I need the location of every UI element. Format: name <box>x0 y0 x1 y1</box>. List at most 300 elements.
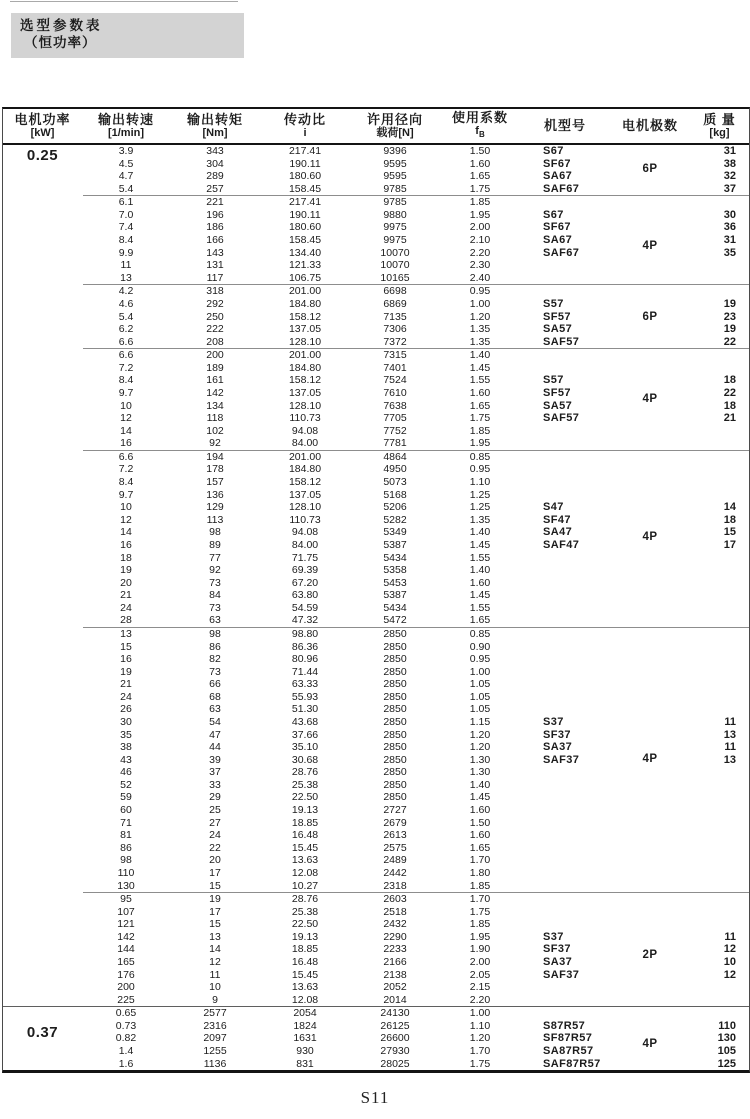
weight-value: 11 <box>724 716 736 729</box>
cell-speed: 30 <box>120 716 132 729</box>
cell-ratio: 54.59 <box>291 601 319 614</box>
cell-torque: 14 <box>209 943 221 956</box>
table-row <box>3 779 749 792</box>
cell-torque: 73 <box>209 665 221 678</box>
gear-block <box>3 196 749 284</box>
cell-service-factor: 1.00 <box>469 665 491 678</box>
cell-load: 2850 <box>383 640 407 653</box>
table-row <box>3 412 749 425</box>
cell-service-factor: 1.20 <box>469 741 491 754</box>
power-value: 0.37 <box>26 1024 59 1042</box>
cell-torque: 73 <box>209 576 221 589</box>
cell-torque: 1136 <box>203 1057 227 1070</box>
weight-value: 38 <box>723 157 736 170</box>
table-row <box>3 666 749 679</box>
cell-torque: 27 <box>209 816 221 829</box>
cell-service-factor: 1.85 <box>469 196 491 209</box>
cell-speed: 3.9 <box>118 145 134 157</box>
cell-torque: 20 <box>209 854 221 867</box>
cell-speed: 7.0 <box>118 208 134 221</box>
model-label: SAF37 <box>543 968 580 981</box>
cell-service-factor: 1.45 <box>469 589 491 602</box>
gear-block <box>3 145 749 195</box>
weight-value: 23 <box>723 310 736 323</box>
weight-value: 11 <box>724 930 736 943</box>
cell-speed: 52 <box>120 778 132 791</box>
cell-load: 5434 <box>383 601 407 614</box>
cell-load: 7315 <box>383 349 407 362</box>
cell-speed: 24 <box>120 690 132 703</box>
cell-service-factor: 1.85 <box>469 879 491 892</box>
cell-ratio: 30.68 <box>291 753 319 766</box>
table-row <box>3 981 749 994</box>
cell-ratio: 201.00 <box>288 450 322 463</box>
weight-value: 19 <box>723 323 736 336</box>
model-label: SF47 <box>543 513 571 526</box>
cell-load: 9975 <box>383 221 407 234</box>
cell-torque: 39 <box>209 753 221 766</box>
model-label: S87R57 <box>543 1019 586 1032</box>
header-poles: 电机极数 <box>621 118 678 133</box>
cell-torque: 24 <box>209 829 221 842</box>
model-label: SA57 <box>543 399 573 412</box>
cell-service-factor: 1.25 <box>469 501 491 514</box>
cell-speed: 71 <box>120 816 132 829</box>
cell-service-factor: 1.40 <box>469 778 491 791</box>
cell-ratio: 18.85 <box>291 943 319 956</box>
model-label: SA87R57 <box>543 1045 594 1058</box>
cell-load: 5282 <box>383 513 407 526</box>
cell-ratio: 137.05 <box>288 323 322 336</box>
cell-speed: 107 <box>117 905 135 918</box>
cell-ratio: 18.85 <box>291 816 319 829</box>
cell-ratio: 94.08 <box>291 526 319 539</box>
table-row <box>3 741 749 754</box>
table-row <box>3 272 749 285</box>
cell-service-factor: 1.80 <box>469 866 491 879</box>
cell-load: 5387 <box>383 538 407 551</box>
cell-torque: 15 <box>209 918 221 931</box>
cell-torque: 178 <box>206 463 224 476</box>
cell-service-factor: 1.35 <box>469 323 491 336</box>
table-subtitle: （恒功率） <box>24 35 97 50</box>
cell-torque: 189 <box>206 361 224 374</box>
cell-ratio: 16.48 <box>291 829 319 842</box>
cell-load: 5434 <box>383 551 407 564</box>
model-label: SF57 <box>543 310 571 323</box>
cell-service-factor: 1.40 <box>469 349 491 362</box>
cell-service-factor: 1.95 <box>469 208 491 221</box>
table-row <box>3 628 749 641</box>
cell-speed: 16 <box>120 538 132 551</box>
cell-load: 26125 <box>380 1019 410 1032</box>
weight-value: 130 <box>717 1032 736 1045</box>
cell-speed: 5.4 <box>118 182 134 195</box>
table-row <box>3 602 749 615</box>
cell-torque: 343 <box>206 145 224 157</box>
model-label: SAF67 <box>543 246 580 259</box>
table-row <box>3 577 749 590</box>
cell-ratio: 184.80 <box>288 463 322 476</box>
cell-load: 7781 <box>383 437 407 450</box>
cell-speed: 8.4 <box>118 476 134 489</box>
cell-torque: 73 <box>209 601 221 614</box>
cell-service-factor: 1.30 <box>469 753 491 766</box>
table-row <box>3 653 749 666</box>
table-title-box <box>11 13 244 58</box>
cell-ratio: 35.10 <box>291 741 319 754</box>
weight-value: 30 <box>723 208 736 221</box>
cell-service-factor: 1.75 <box>469 182 491 195</box>
cell-ratio: 86.36 <box>291 640 319 653</box>
table-row <box>3 716 749 729</box>
cell-load: 24130 <box>380 1007 410 1020</box>
model-label: S67 <box>543 208 564 221</box>
table-row <box>3 362 749 375</box>
cell-speed: 14 <box>120 424 132 437</box>
cell-ratio: 180.60 <box>288 170 322 183</box>
table-row <box>3 336 749 349</box>
cell-load: 7372 <box>383 335 407 348</box>
cell-torque: 250 <box>206 310 224 323</box>
cell-speed: 21 <box>120 678 132 691</box>
cell-ratio: 22.50 <box>291 791 319 804</box>
cell-speed: 7.2 <box>118 463 134 476</box>
cell-ratio: 217.41 <box>288 196 322 209</box>
cell-speed: 0.73 <box>115 1019 137 1032</box>
table-row <box>3 1058 749 1071</box>
table-row <box>3 969 749 982</box>
cell-speed: 28 <box>120 614 132 627</box>
cell-speed: 7.2 <box>118 361 134 374</box>
model-label: S37 <box>543 930 564 943</box>
table-row <box>3 1020 749 1033</box>
poles-label: 4P <box>642 753 658 766</box>
cell-torque: 161 <box>206 374 224 387</box>
cell-ratio: 110.73 <box>289 412 321 425</box>
cell-service-factor: 0.95 <box>469 653 491 666</box>
cell-torque: 63 <box>209 703 221 716</box>
cell-ratio: 158.12 <box>288 310 322 323</box>
cell-torque: 86 <box>209 640 221 653</box>
cell-load: 5358 <box>383 564 407 577</box>
cell-ratio: 137.05 <box>288 488 322 501</box>
cell-torque: 19 <box>209 893 221 906</box>
power-section <box>3 1006 749 1070</box>
cell-load: 6698 <box>383 285 407 298</box>
cell-ratio: 71.75 <box>291 551 319 564</box>
model-label: S57 <box>543 374 564 387</box>
table-row <box>3 196 749 209</box>
cell-speed: 8.4 <box>118 374 134 387</box>
cell-torque: 29 <box>209 791 221 804</box>
table-row <box>3 1007 749 1020</box>
cell-load: 5453 <box>383 576 407 589</box>
cell-speed: 9.7 <box>118 386 134 399</box>
cell-ratio: 110.73 <box>289 513 321 526</box>
weight-value: 35 <box>723 246 736 259</box>
cell-ratio: 94.08 <box>291 424 319 437</box>
selection-parameter-table <box>2 107 750 1073</box>
table-row <box>3 298 749 311</box>
cell-speed: 86 <box>120 841 132 854</box>
cell-load: 5349 <box>383 526 407 539</box>
cell-torque: 102 <box>206 424 224 437</box>
weight-value: 110 <box>718 1019 736 1032</box>
cell-torque: 54 <box>209 716 221 729</box>
cell-ratio: 190.11 <box>289 208 321 221</box>
table-row <box>3 437 749 450</box>
cell-load: 10070 <box>380 259 410 272</box>
cell-ratio: 25.38 <box>291 778 319 791</box>
cell-service-factor: 1.65 <box>469 841 491 854</box>
gear-block <box>3 349 749 450</box>
cell-torque: 200 <box>206 349 224 362</box>
cell-speed: 81 <box>120 829 132 842</box>
weight-value: 14 <box>723 501 736 514</box>
cell-ratio: 128.10 <box>288 501 322 514</box>
weight-value: 36 <box>723 221 736 234</box>
table-row <box>3 906 749 919</box>
cell-service-factor: 1.45 <box>469 538 491 551</box>
cell-service-factor: 1.60 <box>469 576 491 589</box>
poles-label: 6P <box>642 163 658 176</box>
header-motor-power: 电机功率 [kW] <box>14 112 71 139</box>
cell-ratio: 63.33 <box>291 678 319 691</box>
model-label: SA37 <box>543 956 573 968</box>
cell-speed: 12 <box>120 412 132 425</box>
cell-service-factor: 1.75 <box>469 1057 491 1070</box>
cell-torque: 68 <box>209 690 221 703</box>
cell-load: 2850 <box>383 766 407 779</box>
table-row <box>3 703 749 716</box>
cell-service-factor: 2.20 <box>469 993 491 1006</box>
cell-torque: 89 <box>209 538 221 551</box>
model-label: SF67 <box>543 221 571 234</box>
cell-service-factor: 1.50 <box>469 145 491 157</box>
cell-ratio: 69.39 <box>291 564 319 577</box>
cell-load: 26600 <box>380 1032 410 1045</box>
cell-torque: 84 <box>209 589 221 602</box>
cell-service-factor: 1.85 <box>469 918 491 931</box>
model-label: SF67 <box>543 157 571 170</box>
table-row <box>3 489 749 502</box>
cell-service-factor: 2.30 <box>469 259 491 272</box>
cell-torque: 196 <box>206 208 224 221</box>
cell-service-factor: 1.90 <box>469 943 491 956</box>
cell-speed: 98 <box>120 854 132 867</box>
power-section <box>3 145 749 1006</box>
cell-load: 2442 <box>383 866 407 879</box>
cell-torque: 118 <box>206 412 224 425</box>
cell-load: 9975 <box>383 234 407 247</box>
cell-service-factor: 1.60 <box>469 157 491 170</box>
cell-service-factor: 1.05 <box>469 678 491 691</box>
table-row <box>3 614 749 627</box>
cell-service-factor: 1.45 <box>469 361 491 374</box>
cell-ratio: 22.50 <box>291 918 319 931</box>
cell-speed: 4.2 <box>118 285 134 298</box>
cell-speed: 6.1 <box>118 196 134 209</box>
weight-value: 37 <box>723 182 736 195</box>
cell-torque: 257 <box>206 182 224 195</box>
model-label: SA67 <box>543 170 573 183</box>
cell-service-factor: 1.65 <box>469 614 491 627</box>
cell-load: 2850 <box>383 665 407 678</box>
table-row <box>3 463 749 476</box>
cell-load: 2850 <box>383 753 407 766</box>
model-label: SAF87R57 <box>543 1057 601 1070</box>
cell-speed: 9.9 <box>118 246 134 259</box>
weight-value: 18 <box>723 399 736 412</box>
weight-value: 13 <box>723 728 736 741</box>
weight-value: 22 <box>723 386 736 399</box>
cell-service-factor: 1.85 <box>469 424 491 437</box>
cell-service-factor: 1.55 <box>469 601 491 614</box>
cell-speed: 19 <box>120 665 132 678</box>
cell-speed: 95 <box>120 893 132 906</box>
cell-ratio: 217.41 <box>288 145 322 157</box>
cell-service-factor: 0.90 <box>469 640 491 653</box>
cell-speed: 165 <box>117 956 135 968</box>
cell-ratio: 190.11 <box>289 157 321 170</box>
cell-load: 2850 <box>383 627 407 640</box>
table-row <box>3 817 749 830</box>
cell-ratio: 12.08 <box>291 866 319 879</box>
cell-speed: 59 <box>120 791 132 804</box>
cell-speed: 200 <box>117 981 135 994</box>
table-row <box>3 893 749 906</box>
cell-speed: 35 <box>120 728 132 741</box>
cell-load: 2727 <box>383 804 407 817</box>
table-row <box>3 564 749 577</box>
cell-torque: 136 <box>206 488 224 501</box>
weight-value: 11 <box>724 741 736 754</box>
cell-speed: 10 <box>120 399 132 412</box>
cell-torque: 292 <box>206 297 224 310</box>
cell-load: 2850 <box>383 690 407 703</box>
weight-value: 18 <box>723 374 736 387</box>
table-row <box>3 791 749 804</box>
cell-speed: 1.6 <box>118 1057 134 1070</box>
cell-torque: 131 <box>206 259 224 272</box>
weight-value: 17 <box>723 538 736 551</box>
table-row <box>3 476 749 489</box>
cell-torque: 113 <box>206 513 224 526</box>
cell-service-factor: 0.85 <box>469 450 491 463</box>
cell-load: 10165 <box>380 271 410 284</box>
cell-torque: 98 <box>209 526 221 539</box>
table-row <box>3 880 749 893</box>
model-label: SA67 <box>543 234 573 247</box>
cell-service-factor: 1.35 <box>469 335 491 348</box>
cell-load: 2014 <box>383 993 407 1006</box>
cell-service-factor: 0.85 <box>469 627 491 640</box>
model-label: SA37 <box>543 741 573 754</box>
cell-service-factor: 1.50 <box>469 816 491 829</box>
cell-ratio: 158.45 <box>288 234 322 247</box>
cell-ratio: 84.00 <box>291 538 319 551</box>
cell-load: 9595 <box>383 157 407 170</box>
cell-load: 2850 <box>383 778 407 791</box>
cell-torque: 66 <box>209 678 221 691</box>
cell-service-factor: 1.60 <box>469 829 491 842</box>
cell-load: 7306 <box>383 323 407 336</box>
table-row <box>3 691 749 704</box>
cell-load: 4950 <box>383 463 407 476</box>
cell-load: 4864 <box>383 450 407 463</box>
cell-speed: 4.7 <box>118 170 134 183</box>
poles-label: 4P <box>642 239 658 252</box>
cell-load: 2518 <box>383 905 407 918</box>
cell-speed: 4.6 <box>118 297 134 310</box>
header-output-torque: 输出转矩 [Nm] <box>186 112 243 139</box>
cell-load: 27930 <box>380 1045 410 1058</box>
cell-ratio: 84.00 <box>291 437 319 450</box>
cell-load: 7135 <box>383 310 407 323</box>
cell-torque: 11 <box>209 968 221 981</box>
cell-ratio: 128.10 <box>288 335 322 348</box>
model-label: S57 <box>543 297 564 310</box>
cell-service-factor: 1.40 <box>469 564 491 577</box>
table-row <box>3 678 749 691</box>
cell-torque: 12 <box>209 956 221 968</box>
cell-speed: 15 <box>120 640 132 653</box>
cell-ratio: 180.60 <box>288 221 322 234</box>
cell-speed: 60 <box>120 804 132 817</box>
model-label: SA57 <box>543 323 573 336</box>
cell-torque: 208 <box>206 335 224 348</box>
cell-torque: 194 <box>206 450 224 463</box>
model-label: SAF47 <box>543 538 580 551</box>
cell-ratio: 158.12 <box>288 476 322 489</box>
table-title: 选型参数表 <box>20 18 103 33</box>
table-row <box>3 867 749 880</box>
cell-ratio: 19.13 <box>291 930 319 943</box>
cell-service-factor: 2.15 <box>469 981 491 994</box>
cell-service-factor: 2.00 <box>469 221 491 234</box>
cell-load: 5472 <box>383 614 407 627</box>
table-row <box>3 854 749 867</box>
cell-load: 5168 <box>383 488 407 501</box>
cell-load: 5387 <box>383 589 407 602</box>
cell-ratio: 15.45 <box>291 841 319 854</box>
cell-load: 2850 <box>383 791 407 804</box>
cell-service-factor: 1.60 <box>469 386 491 399</box>
cell-speed: 4.5 <box>118 157 134 170</box>
cell-ratio: 19.13 <box>291 804 319 817</box>
cell-service-factor: 1.05 <box>469 703 491 716</box>
cell-load: 7401 <box>383 361 407 374</box>
poles-label: 4P <box>642 530 658 543</box>
cell-torque: 222 <box>206 323 224 336</box>
gear-block <box>3 285 749 348</box>
cell-speed: 26 <box>120 703 132 716</box>
table-row <box>3 829 749 842</box>
cell-service-factor: 1.55 <box>469 374 491 387</box>
header-output-speed: 输出转速 [1/min] <box>97 112 154 139</box>
table-row <box>3 766 749 779</box>
weight-value: 10 <box>723 956 736 968</box>
cell-speed: 110 <box>117 866 135 879</box>
cell-service-factor: 1.70 <box>469 854 491 867</box>
cell-ratio: 71.44 <box>291 665 319 678</box>
cell-speed: 6.6 <box>118 450 134 463</box>
cell-ratio: 47.32 <box>291 614 319 627</box>
cell-speed: 1.4 <box>118 1045 134 1058</box>
weight-value: 21 <box>723 412 736 425</box>
cell-speed: 7.4 <box>118 221 134 234</box>
